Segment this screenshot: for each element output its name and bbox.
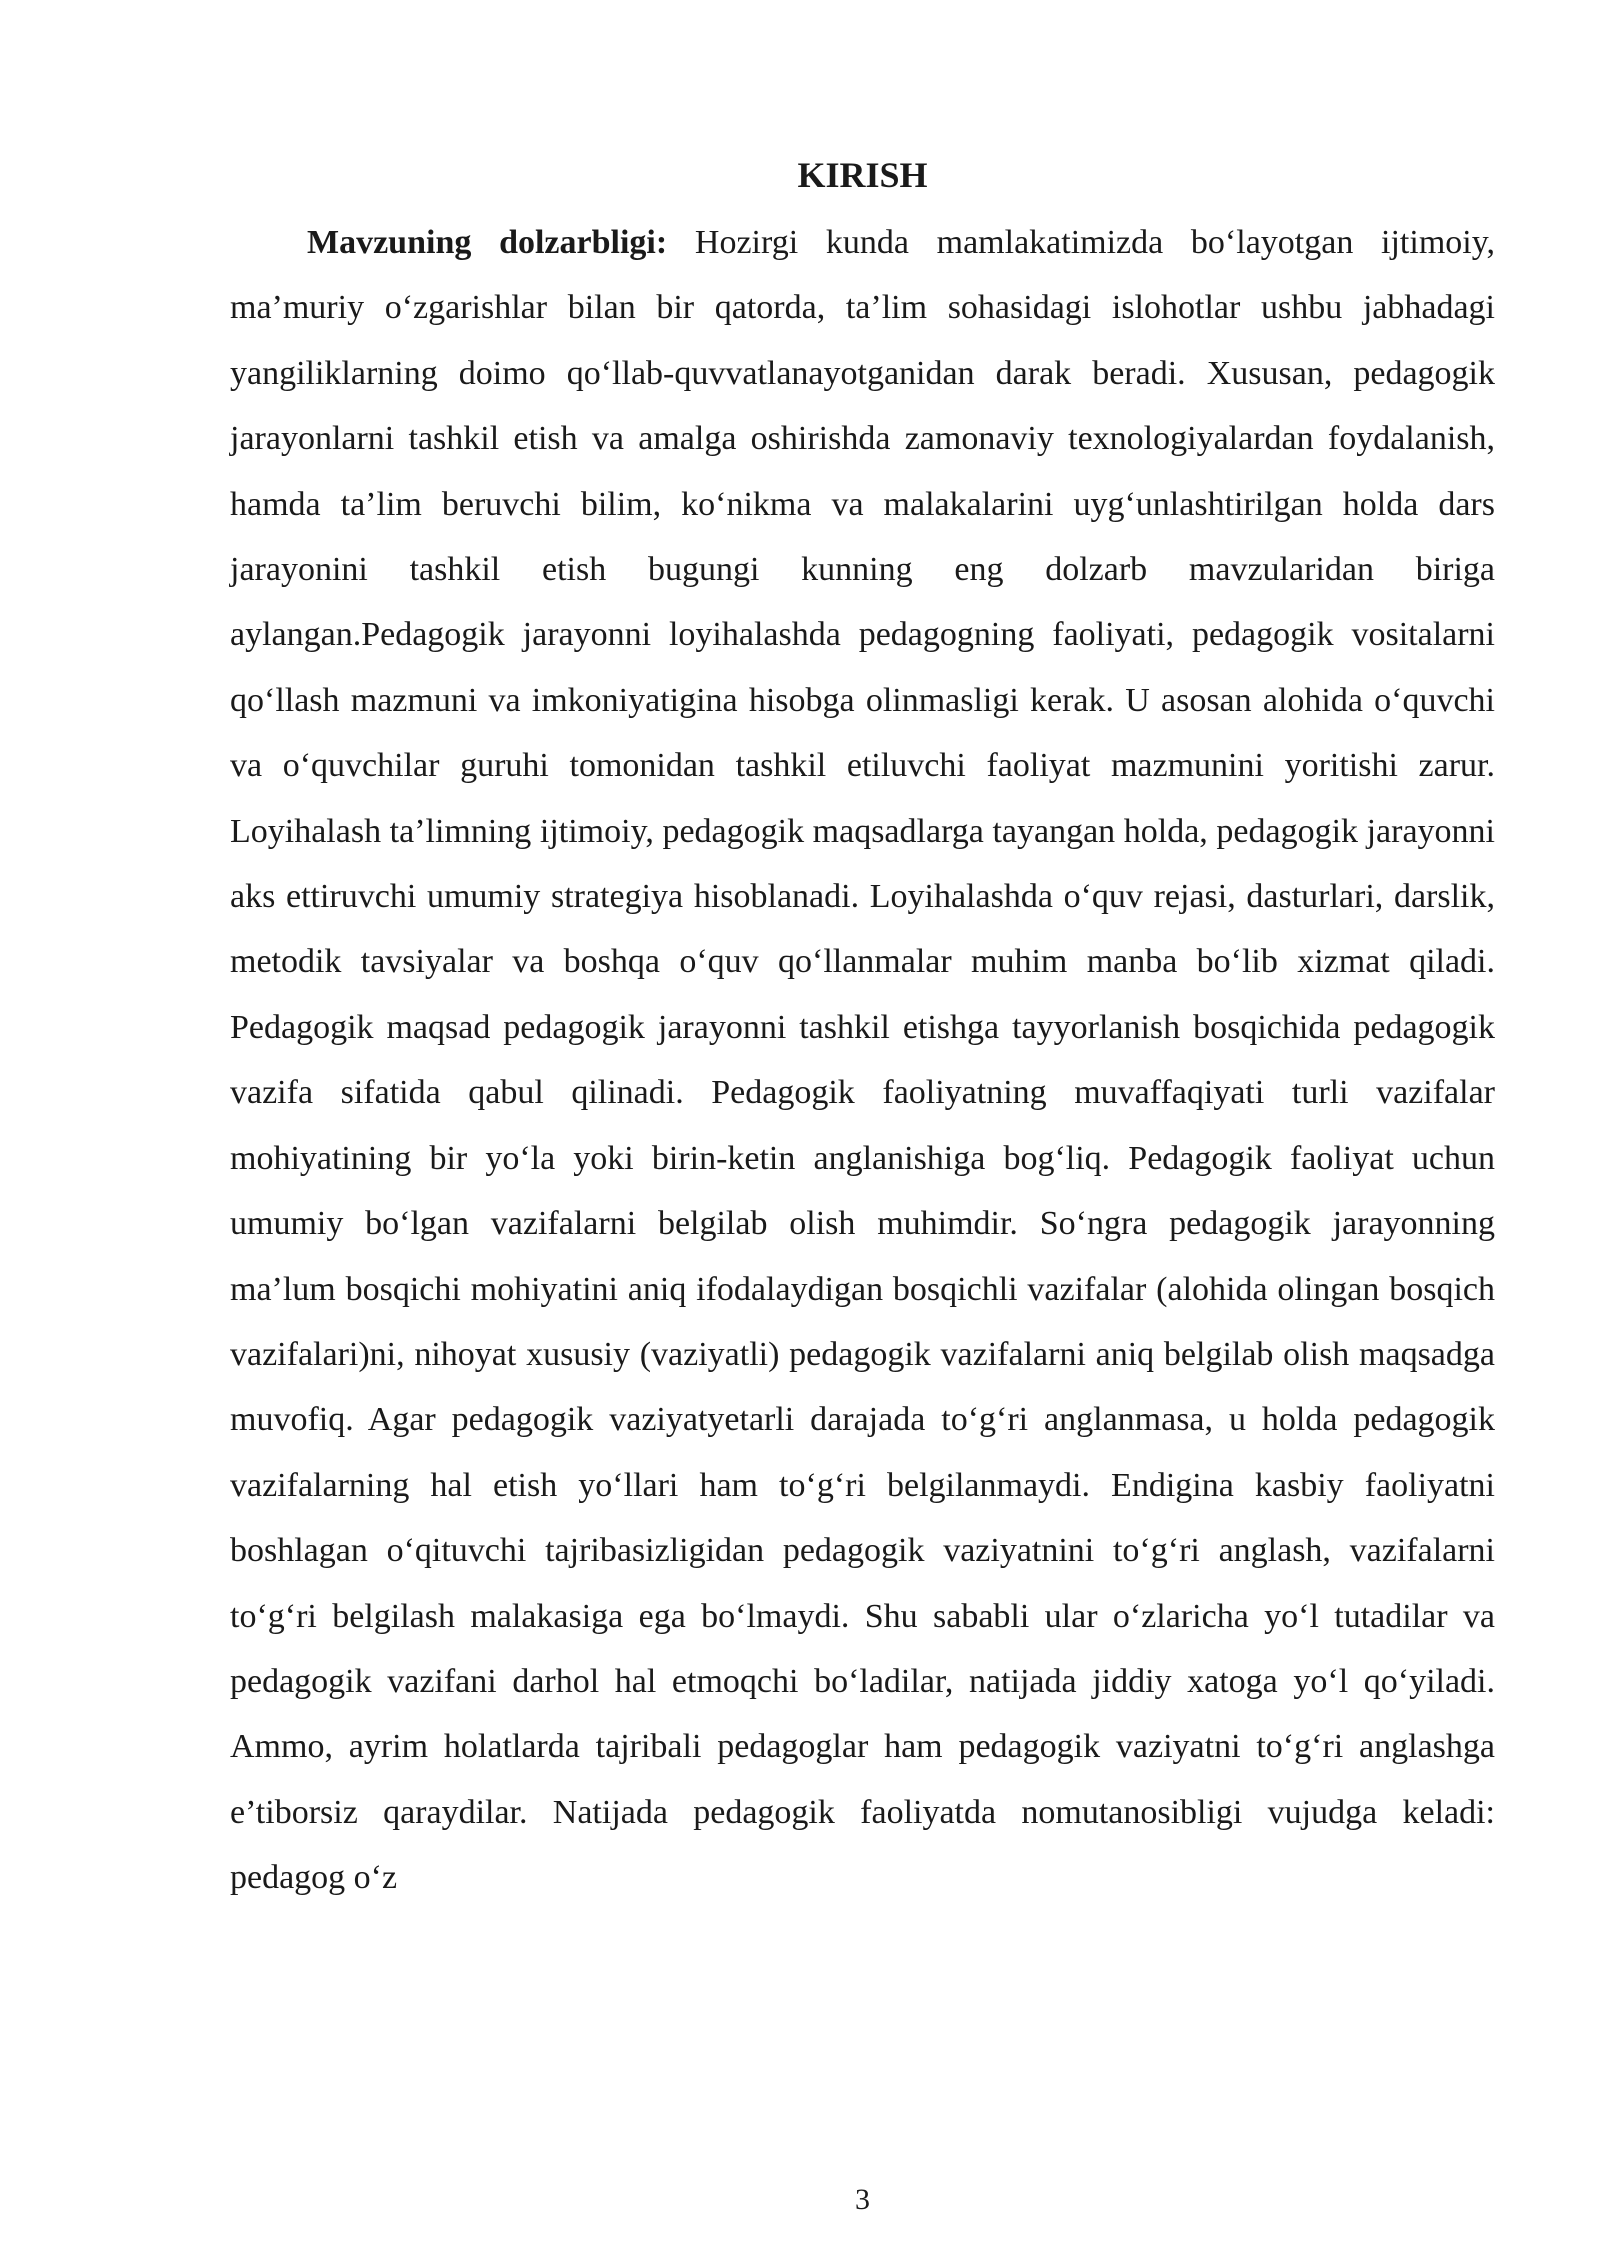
document-page — [230, 0, 1495, 2262]
page-number: 3 — [855, 2183, 870, 2216]
body-paragraph — [230, 210, 1495, 1911]
paragraph-body: Hozirgi kunda mamlakatimizda bo‘layotgan ijtimoiy, ma’muriy o‘zgarishlar bilan bir qatorda, ta’lim sohasidagi islohotlar ushbu jabhadagi yangiliklarning doimo qo‘llab-quvvatlanayotganidan darak beradi. Xususan, pedagogik jarayonlarni tashkil etish va amalga oshirishda zamonaviy texnologiyalardan foydalanish, hamda ta’lim beruvchi bilim, ko‘nikma va malakalarini uyg‘unlashtirilgan holda dars jarayonini tashkil etish bugungi kunning eng dolzarb mavzularidan biriga aylangan.Pedagogik jarayonni loyihalashda pedagogning faoliyati, pedagogik vositalarni qo‘llash mazmuni va imkoniyatigina hisobga olinmasligi kerak. U asosan alohida o‘quvchi va o‘quvchilar guruhi tomonidan tashkil etiluvchi faoliyat mazmunini yoritishi zarur. Loyihalash ta’limning ijtimoiy, pedagogik maqsadlarga tayangan holda, pedagogik jarayonni aks ettiruvchi umumiy strategiya hisoblanadi. Loyihalashda o‘quv rejasi, dasturlari, darslik, metodik tavsiyalar va boshqa o‘quv qo‘llanmalar muhim manba bo‘lib xizmat qiladi. Pedagogik maqsad pedagogik jarayonni tashkil etishga tayyorlanish bosqichida pedagogik vazifa sifatida qabul qilinadi. Pedagogik faoliyatning muvaffaqiyati turli vazifalar mohiyatining bir yo‘la yoki birin-ketin anglanishiga bog‘liq. Pedagogik faoliyat uchun umumiy bo‘lgan vazifalarni belgilab olish muhimdir. So‘ngra pedagogik jarayonning ma’lum bosqichi mohiyatini aniq ifodalaydigan bosqichli vazifalar (alohida olingan bosqich vazifalari)ni, nihoyat xususiy (vaziyatli) pedagogik vazifalarni aniq belgilab olish maqsadga muvofiq. Agar pedagogik vaziyatyetarli darajada to‘g‘ri anglanmasa, u holda pedagogik vazifalarning hal etish yo‘llari ham to‘g‘ri belgilanmaydi. Endigina kasbiy faoliyatni boshlagan o‘qituvchi tajribasizligidan pedagogik vaziyatnini to‘g‘ri anglash, vazifalarni to‘g‘ri belgilash malakasiga ega bo‘lmaydi. Shu sababli ular o‘zlaricha yo‘l tutadilar va pedagogik vazifani darhol hal etmoqchi bo‘ladilar, natijada jiddiy xatoga yo‘l qo‘yiladi. Ammo, ayrim holatlarda tajribali pedagoglar ham pedagogik vaziyatni to‘g‘ri anglashga e’tiborsiz qaraydilar. Natijada pedagogik faoliyatda nomutanosibligi vujudga keladi: pedagog o‘z — [230, 224, 1496, 1897]
section-heading: KIRISH — [797, 155, 928, 195]
paragraph-lead: Mavzuning dolzarbligi: — [307, 224, 668, 261]
